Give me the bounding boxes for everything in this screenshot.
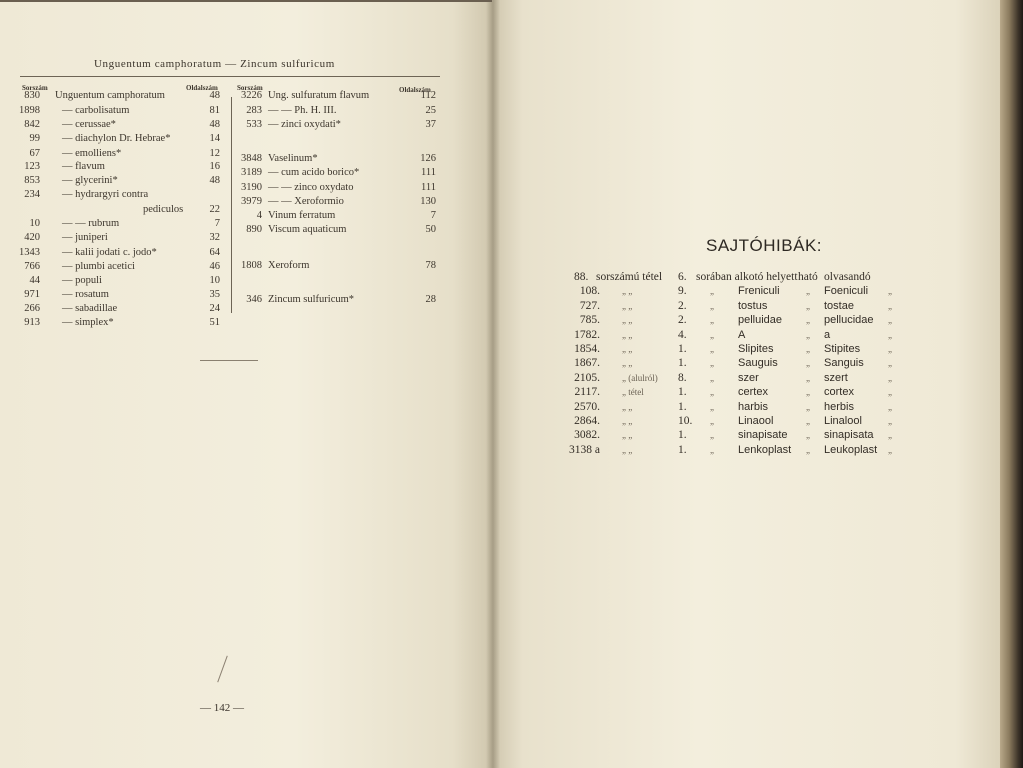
errata-ditto: „ „ [622, 444, 633, 455]
entry-page: 111 [421, 182, 436, 193]
entry-page: 46 [209, 261, 220, 272]
entry-name: — rosatum [62, 289, 109, 300]
index-row [232, 118, 442, 131]
entry-page: 7 [430, 210, 436, 221]
index-row [232, 209, 442, 222]
entry-page: 12 [209, 148, 220, 159]
errata-number: 88. [574, 271, 589, 283]
entry-name: — — zinco oxydato [268, 182, 354, 193]
index-row [0, 188, 230, 201]
col-header-oldalszam-left: Oldalszám [186, 84, 218, 92]
index-row [0, 274, 230, 287]
entry-name: — flavum [62, 161, 105, 172]
entry-number: 830 [24, 90, 40, 101]
entry-page: 16 [209, 161, 220, 172]
index-row [232, 89, 442, 102]
errata-line: 6. [678, 271, 687, 283]
errata-ditto: „ „ [622, 286, 633, 297]
index-row [232, 152, 442, 165]
entry-name: — kalii jodati c. jodo* [62, 247, 157, 258]
entry-name: Ung. sulfuratum flavum [268, 90, 370, 101]
errata-ditto: „ „ [622, 430, 633, 441]
entry-name: — — rubrum [62, 218, 120, 229]
errata-ditto-4: „ [888, 372, 892, 383]
errata-wrong: Lenkoplast [738, 443, 792, 456]
errata-row [560, 356, 930, 371]
errata-row [560, 342, 930, 357]
entry-name: — cerussae* [62, 119, 116, 130]
entry-number: 971 [24, 289, 40, 300]
index-row [0, 147, 230, 160]
errata-ditto-2: „ [710, 315, 714, 326]
index-row [0, 174, 230, 187]
errata-number: 727. [579, 299, 600, 312]
errata-ditto: „ „ [622, 416, 633, 426]
errata-ditto-2: „ [710, 387, 714, 398]
errata-ditto-3: „ [806, 358, 810, 369]
entry-number: 420 [24, 232, 40, 243]
errata-number: 2864. [574, 415, 600, 427]
entry-name: — — Xeroformio [268, 196, 344, 207]
entry-page: 24 [209, 303, 220, 314]
errata-ditto-4: „ [888, 315, 892, 326]
col-header-oldalszam-right: Oldalszám [399, 86, 431, 94]
entry-page: 48 [209, 175, 220, 186]
entry-number: 3848 [241, 153, 262, 164]
entry-number: 3226 [241, 90, 262, 101]
errata-ditto-3: „ [806, 401, 810, 412]
errata-title: SAJTÓHIBÁK: [706, 236, 823, 255]
errata-ditto-4: „ [888, 358, 892, 369]
index-row [0, 288, 230, 301]
entry-number: 842 [24, 119, 40, 130]
index-row [0, 302, 230, 315]
errata-number: 2105. [574, 371, 600, 384]
errata-line: 1. [678, 400, 687, 413]
errata-correct: a [824, 328, 831, 341]
entry-page: 14 [209, 133, 220, 144]
errata-ditto: „ „ [622, 300, 633, 311]
errata-wrong: tostus [738, 299, 768, 312]
errata-ditto-4: „ [888, 416, 892, 426]
errata-number: 108. [579, 285, 600, 298]
entry-name: — simplex* [62, 317, 114, 328]
entry-number: 44 [29, 275, 40, 286]
errata-row [560, 328, 930, 343]
errata-ditto-4: „ [888, 300, 892, 311]
entry-number: 266 [24, 303, 40, 314]
entry-number: 3189 [241, 167, 262, 178]
index-row [0, 203, 230, 216]
entry-page: 112 [420, 90, 436, 101]
index-row [232, 104, 442, 117]
entry-name: — emolliens* [62, 148, 122, 159]
page-header: Unguentum camphoratum — Zincum sulfuricum [94, 58, 335, 70]
errata-ditto-4: „ [888, 430, 892, 441]
errata-ditto: „ „ [622, 344, 633, 354]
errata-wrong: szer [738, 371, 759, 384]
entry-number: 234 [24, 189, 40, 200]
index-row [232, 293, 442, 306]
entry-name: Vinum ferratum [268, 210, 336, 221]
errata-ditto: „ (alulról) [622, 372, 658, 383]
errata-line: 1. [678, 386, 687, 399]
gutter-shadow [486, 0, 500, 768]
errata-wrong: Sauguis [738, 357, 778, 370]
errata-number: 2117. [574, 386, 600, 399]
errata-line: 10. [678, 415, 693, 427]
errata-ditto-3: „ [806, 286, 810, 297]
errata-correct: sinapisata [824, 429, 874, 442]
errata-ditto-3: „ [806, 329, 810, 340]
entry-number: 1898 [19, 105, 40, 116]
errata-wrong: Linaool [738, 415, 774, 427]
entry-name: — juniperi [62, 232, 108, 243]
errata-ditto-2: „ [710, 444, 714, 455]
errata-ditto: „ „ [622, 315, 633, 326]
entry-number: 1808 [241, 260, 262, 271]
errata-ditto-4: „ [888, 286, 892, 297]
errata-line: 1. [678, 429, 687, 442]
entry-number: 346 [246, 294, 262, 305]
entry-name: — cum acido borico* [268, 167, 360, 178]
errata-row [560, 299, 930, 314]
entry-name: Zincum sulfuricum* [268, 294, 355, 305]
entry-page: 28 [425, 294, 436, 305]
errata-line: 2. [678, 299, 687, 312]
entry-page: 48 [209, 119, 220, 130]
entry-number: 4 [256, 210, 262, 221]
errata-phrase: sorában alkotó helyett [696, 271, 798, 283]
entry-page: 37 [425, 119, 436, 130]
errata-ditto-3: „ [806, 344, 810, 354]
entry-name: Xeroform [268, 260, 310, 271]
errata-line: 9. [678, 285, 687, 298]
index-row [0, 316, 230, 329]
errata-correct: cortex [824, 386, 854, 399]
index-row [0, 231, 230, 244]
errata-ditto-2: „ [710, 401, 714, 412]
entry-number: 853 [24, 175, 40, 186]
errata-ditto-3: „ [806, 444, 810, 455]
end-rule [200, 360, 258, 361]
entry-number: 913 [24, 317, 40, 328]
errata-ditto-4: „ [888, 401, 892, 412]
errata-wrong: sinapisate [738, 429, 788, 442]
entry-name: — sabadillae [62, 303, 118, 314]
errata-ditto: „ „ [622, 401, 633, 412]
entry-page: 126 [420, 153, 436, 164]
index-row [232, 181, 442, 194]
entry-page: 81 [209, 105, 220, 116]
col-header-sorszam-right: Sorszám [237, 84, 263, 92]
errata-ditto-4: „ [888, 387, 892, 398]
errata-number: 785. [579, 314, 600, 327]
errata-ditto-4: „ [888, 344, 892, 354]
errata-correct: Stipites [824, 343, 861, 355]
errata-ditto-3: „ [806, 300, 810, 311]
errata-correct: szert [824, 371, 848, 384]
errata-row [560, 270, 930, 285]
errata-ditto-2: „ [710, 358, 714, 369]
entry-page: 111 [421, 167, 436, 178]
entry-number: 766 [24, 261, 40, 272]
index-row [0, 118, 230, 131]
errata-ditto-3: „ [806, 315, 810, 326]
col-header-sorszam-left: Sorszám [22, 84, 48, 92]
errata-item-label: sorszámú tétel [596, 271, 663, 283]
errata-line: 4. [678, 328, 687, 341]
errata-line: 2. [678, 314, 687, 327]
entry-page: 25 [425, 105, 436, 116]
entry-page: 130 [420, 196, 436, 207]
errata-correct: herbis [824, 400, 854, 413]
errata-wrong: harbis [738, 400, 768, 413]
errata-ditto-2: „ [710, 286, 714, 297]
entry-number: 533 [246, 119, 262, 130]
errata-row [560, 428, 930, 443]
entry-number: 283 [246, 105, 262, 116]
entry-number: 3190 [241, 182, 262, 193]
entry-name: Unguentum camphoratum [55, 90, 165, 101]
entry-name: — hydrargyri contra [62, 189, 149, 200]
index-row [232, 195, 442, 208]
errata-number: 1782. [574, 328, 600, 341]
header-rule [20, 76, 440, 77]
entry-name: — plumbi acetici [62, 261, 135, 272]
errata-row [560, 313, 930, 328]
entry-number: 67 [29, 148, 40, 159]
errata-wrong: pelluidae [738, 314, 783, 327]
errata-ditto: „ „ [622, 358, 633, 369]
errata-ditto-2: „ [710, 344, 714, 354]
entry-name: — carbolisatum [62, 105, 130, 116]
errata-correct: tostae [824, 299, 854, 312]
errata-row [560, 284, 930, 299]
errata-ditto-4: „ [888, 329, 892, 340]
entry-page: 22 [209, 204, 220, 215]
errata-ditto-2: „ [710, 372, 714, 383]
entry-number: 890 [246, 224, 262, 235]
entry-number: 99 [29, 133, 40, 144]
errata-number: 1854. [574, 343, 600, 355]
errata-number: 3138 a [569, 443, 600, 456]
entry-name: — — Ph. H. III. [268, 105, 337, 116]
index-row [0, 104, 230, 117]
errata-wrong: Slipites [738, 343, 774, 355]
index-row [232, 223, 442, 236]
errata-ditto: „ „ [622, 329, 633, 340]
entry-name: — diachylon Dr. Hebrae* [62, 133, 171, 144]
errata-line: 1. [678, 343, 687, 355]
entry-page: 48 [209, 90, 220, 101]
errata-ditto-3: „ [806, 416, 810, 426]
entry-name: — glycerini* [62, 175, 118, 186]
errata-correct: Linalool [824, 415, 862, 427]
errata-row [560, 371, 930, 386]
errata-correct: Sanguis [824, 357, 864, 370]
errata-line: 1. [678, 357, 687, 370]
errata-row [560, 385, 930, 400]
entry-page: 50 [425, 224, 436, 235]
errata-ditto-2: „ [710, 430, 714, 441]
errata-number: 3082. [574, 429, 600, 442]
entry-name: Vaselinum* [268, 153, 318, 164]
errata-phrase-2: ható [798, 271, 818, 283]
errata-ditto-2: „ [710, 300, 714, 311]
index-row [0, 89, 230, 102]
entry-name: — populi [62, 275, 102, 286]
errata-ditto-4: „ [888, 444, 892, 455]
index-row [0, 160, 230, 173]
errata-ditto-2: „ [710, 416, 714, 426]
entry-number: 1343 [19, 247, 40, 258]
errata-correct: Foeniculi [824, 285, 869, 298]
page-edge [1000, 0, 1023, 768]
errata-line: 8. [678, 371, 687, 384]
errata-row [560, 414, 930, 429]
errata-number: 2570. [574, 400, 600, 413]
entry-number: 10 [29, 218, 40, 229]
index-row [0, 260, 230, 273]
entry-page: 78 [425, 260, 436, 271]
errata-wrong: A [738, 328, 746, 341]
entry-number: 123 [24, 161, 40, 172]
errata-row [560, 443, 930, 458]
entry-page: 35 [209, 289, 220, 300]
index-row [232, 259, 442, 272]
errata-number: 1867. [574, 357, 600, 370]
errata-row [560, 400, 930, 415]
errata-read-label: olvasandó [824, 271, 871, 283]
errata-ditto-3: „ [806, 430, 810, 441]
entry-page: 7 [214, 218, 220, 229]
errata-correct: pellucidae [824, 314, 874, 327]
entry-page: 64 [209, 247, 220, 258]
entry-name: pediculos [143, 204, 184, 215]
errata-wrong: Freniculi [738, 285, 780, 298]
page-number: — 142 — [200, 702, 244, 714]
errata-line: 1. [678, 443, 687, 456]
index-row [0, 217, 230, 230]
errata-wrong: certex [738, 386, 768, 399]
entry-page: 51 [209, 317, 220, 328]
entry-number: 3979 [241, 196, 262, 207]
entry-page: 32 [209, 232, 220, 243]
entry-name: — zinci oxydati* [268, 119, 341, 130]
errata-ditto-3: „ [806, 372, 810, 383]
index-row [0, 132, 230, 145]
errata-ditto: „ tétel [622, 387, 644, 398]
entry-page: 10 [209, 275, 220, 286]
errata-correct: Leukoplast [824, 443, 878, 456]
top-edge-line [0, 0, 492, 2]
errata-ditto-2: „ [710, 329, 714, 340]
errata-ditto-3: „ [806, 387, 810, 398]
entry-name: Viscum aquaticum [268, 224, 347, 235]
index-row [232, 166, 442, 179]
index-row [0, 246, 230, 259]
